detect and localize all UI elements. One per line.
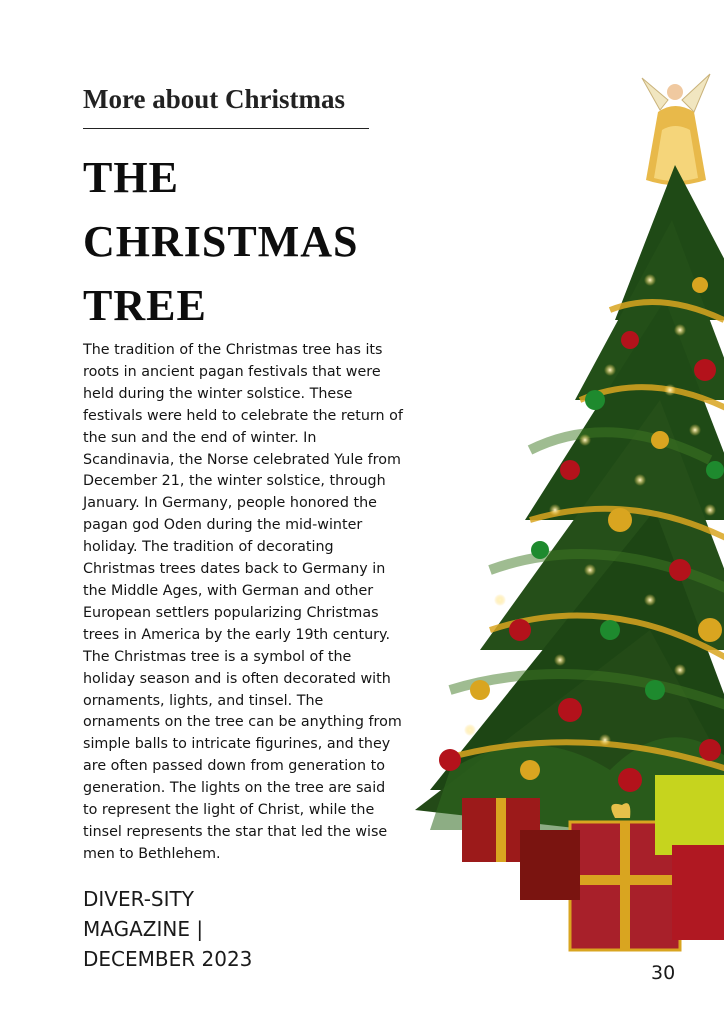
title-line: THE xyxy=(83,153,179,202)
christmas-tree-icon xyxy=(410,70,724,955)
article-paragraph: The tradition of the Christmas tree has its roots in ancient pagan festivals that were held during the winter solstice. These festivals were held to celebrate the return of the sun and the end of winter. In Scandinavia, the Norse celebrated Yule from December 21, the winter solstice, through January. In Germany, people honored the pagan god Oden during the mid-winter holiday. The tradition of decorating Christmas trees dates back to Germany in the Middle Ages, with German and other European settlers popularizing Christmas trees in America by the early 19th century. xyxy=(83,342,403,643)
footer-line: DECEMBER 2023 xyxy=(83,947,253,971)
tree-foliage xyxy=(415,165,724,850)
footer-line: DIVER-SITY xyxy=(83,887,194,911)
title-line: TREE xyxy=(83,281,207,330)
header-divider xyxy=(83,128,369,129)
page-number: 30 xyxy=(651,962,676,984)
title-line: CHRISTMAS xyxy=(83,217,359,266)
page-title xyxy=(83,146,403,338)
magazine-footer xyxy=(83,884,303,974)
article-paragraph: The Christmas tree is a symbol of the holiday season and is often decorated with ornaments, lights, and tinsel. The ornaments on the tree can be anything from simple balls to intricate figurines, and they are often passed down from generation to generation. The lights on the tree are said to represent the light of Christ, while the tinsel represents the star that led the wise men to Bethlehem. xyxy=(83,648,402,862)
footer-line: MAGAZINE | xyxy=(83,917,204,941)
section-kicker: More about Christmas xyxy=(83,84,345,114)
article-body xyxy=(83,340,403,866)
